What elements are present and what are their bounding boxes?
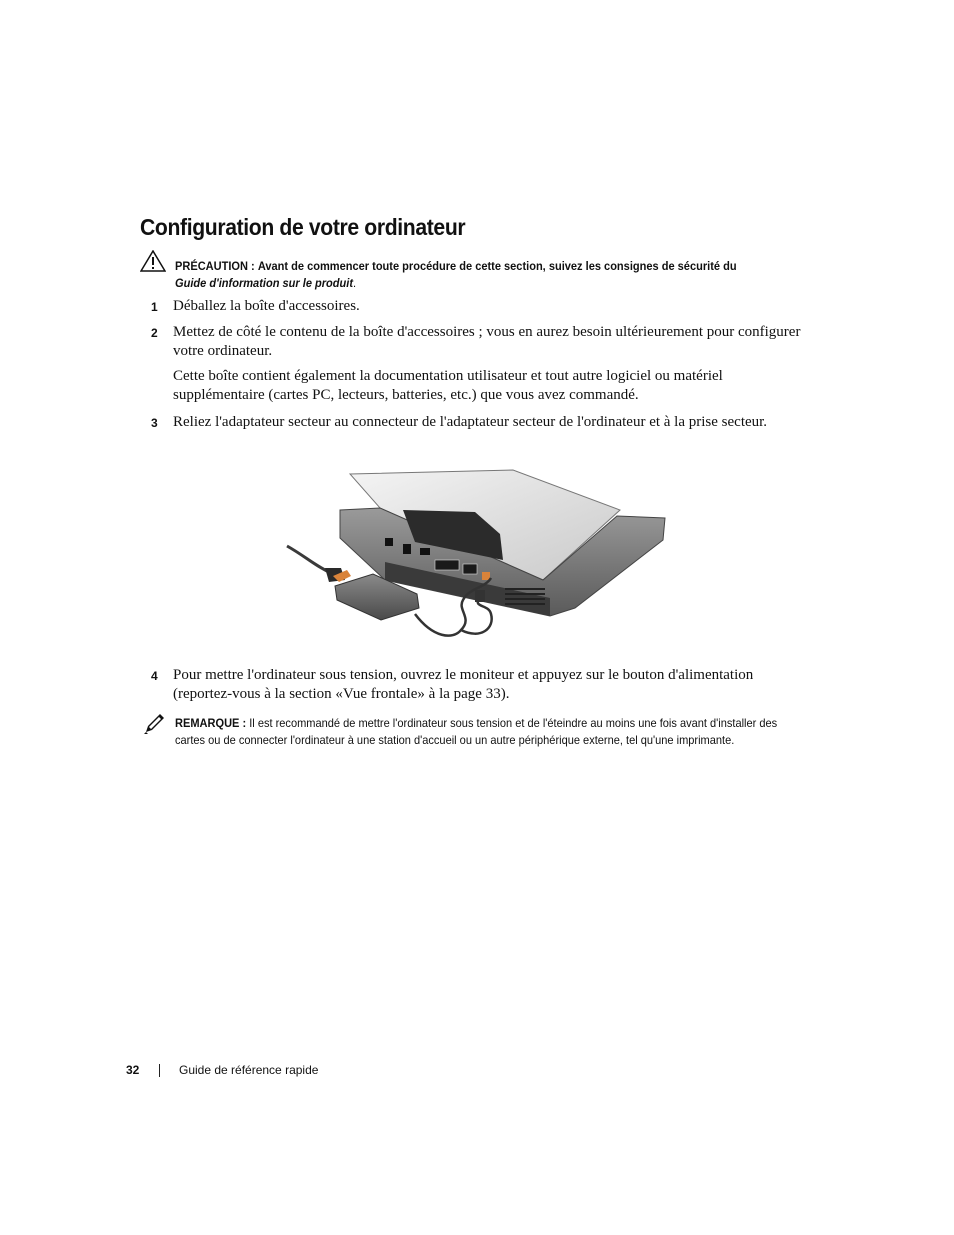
note-label: REMARQUE : <box>175 716 247 730</box>
caution-text: Avant de commencer toute procédure de cette section, suivez les consignes de sécurité du <box>257 259 737 273</box>
caution-block: PRÉCAUTION : Avant de commencer toute procédure de cette section, suivez les consignes de sécurité du Guide d'information sur le produit. <box>140 250 820 290</box>
caution-label: PRÉCAUTION : <box>175 259 255 273</box>
warning-triangle-icon <box>140 250 166 277</box>
step-text: Reliez l'adaptateur secteur au connecteur de l'adaptateur secteur de l'ordinateur et à la prise secteur. <box>173 414 768 430</box>
step-text: Déballez la boîte d'accessoires. <box>173 298 360 314</box>
page-number: 32 <box>126 1063 140 1077</box>
page-title: Configuration de votre ordinateur <box>140 214 466 240</box>
step-text-continuation: Cette boîte contient également la documentation utilisateur et tout autre logiciel ou matériel supplémentaire (cartes PC, lecteurs, batteries, etc.) que vous avez commandé. <box>173 368 723 403</box>
caution-doc-title: Guide d'information sur le produit <box>175 276 354 290</box>
step-number: 2 <box>151 326 158 340</box>
step-number: 3 <box>151 416 158 430</box>
note-block <box>140 712 820 768</box>
note-text: Il est recommandé de mettre l'ordinateur sous tension et de l'éteindre au moins une fois avant d'installer des cartes ou de connecter l'ordinateur à une station d'accueil ou un autre périphérique externe, tel qu'une imprimante. <box>175 716 778 747</box>
step-text: Mettez de côté le contenu de la boîte d'accessoires ; vous en aurez besoin ultérieurement pour configurer votre ordinateur. <box>173 324 801 359</box>
footer-doc-title: Guide de référence rapide <box>179 1063 319 1077</box>
step-number: 1 <box>151 300 158 314</box>
step-number: 4 <box>151 669 158 683</box>
laptop-ac-adapter-illustration <box>285 468 670 646</box>
step-text: Pour mettre l'ordinateur sous tension, ouvrez le moniteur et appuyez sur le bouton d'alimentation (reportez-vous à la section «Vue frontale» à la page 33). <box>173 667 754 702</box>
footer-divider <box>159 1064 160 1077</box>
pencil-note-icon <box>142 712 166 739</box>
